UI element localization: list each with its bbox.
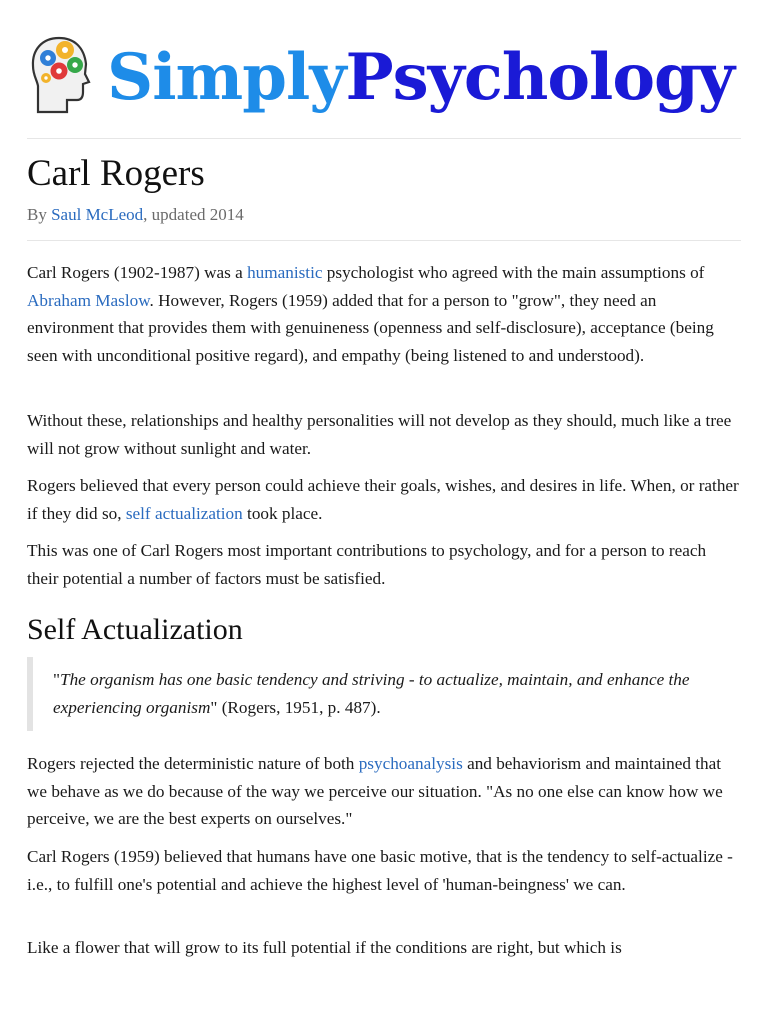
byline-prefix: By	[27, 205, 52, 224]
site-logo-text	[107, 42, 734, 114]
head-with-gears-icon	[29, 34, 99, 116]
psychoanalysis-link[interactable]: psychoanalysis	[358, 754, 463, 773]
logo-word-psychology: Psychology	[345, 40, 734, 115]
byline-date: , updated 2014	[143, 205, 244, 224]
section-heading-self-actualization: Self Actualization	[27, 613, 243, 646]
paragraph-determinism	[27, 750, 741, 833]
paragraph-tree-analogy: Without these, relationships and healthy personalities will not develop as they should, much like a tree will not grow without sunlight and water.	[27, 411, 732, 458]
paragraph-intro-text-1: Carl Rogers (1902-1987) was a	[27, 263, 248, 282]
paragraph-goals	[27, 472, 741, 527]
paragraph-intro-text-2: psychologist who agreed with the main assumptions of	[322, 263, 705, 282]
author-link[interactable]: Saul McLeod	[51, 205, 144, 224]
logo-word-simply: Simply	[107, 40, 346, 115]
abraham-maslow-link[interactable]: Abraham Maslow	[27, 290, 150, 310]
byline	[27, 203, 244, 227]
paragraph-basic-motive: Carl Rogers (1959) believed that humans have one basic motive, that is the tendency to self-actualize - i.e., to fulfill one's potential and achieve the highest level of 'human-beingness' we can.	[27, 847, 733, 894]
quote-citation: (Rogers, 1951, p. 487).	[217, 697, 381, 717]
quote-open-mark: "	[53, 670, 61, 689]
paragraph-goals-text-2: took place.	[242, 503, 323, 523]
paragraph-contributions: This was one of Carl Rogers most important contributions to psychology, and for a person to reach their potential a number of factors must be satisfied.	[27, 541, 707, 588]
paragraph-goals-text-1: Rogers believed that every person could achieve their goals, wishes, and desires in life. When, or rather if they did so,	[27, 476, 739, 523]
site-header	[27, 30, 741, 139]
paragraph-flower: Like a flower that will grow to its full potential if the conditions are right, but which is	[27, 938, 622, 957]
quote-text: The organism has one basic tendency and striving - to actualize, maintain, and enhance the experiencing organism	[53, 670, 690, 717]
paragraph-determinism-text-2: and behaviorism and maintained that we behave as we do because of the way we perceive our situation. "As no one else can know how we perceive, we are the best experts on ourselves."	[27, 754, 723, 828]
paragraph-intro-text-3: . However, Rogers (1959) added that for a person to "grow", they need an environment that provides them with genuineness (openness and self-disclosure), acceptance (being seen with unconditional positive regard), and empathy (being listened to and understood).	[27, 290, 714, 365]
paragraph-determinism-text-1: Rogers rejected the deterministic nature of both	[27, 754, 359, 773]
self-actualization-link[interactable]: self actualization	[125, 503, 243, 523]
paragraph-intro	[27, 259, 741, 369]
blockquote-bar	[27, 657, 33, 731]
quote-close-mark: "	[210, 697, 218, 717]
article-title: Carl Rogers	[27, 153, 205, 194]
blockquote	[53, 666, 733, 721]
byline-divider	[27, 240, 741, 241]
humanistic-link[interactable]: humanistic	[247, 263, 323, 282]
